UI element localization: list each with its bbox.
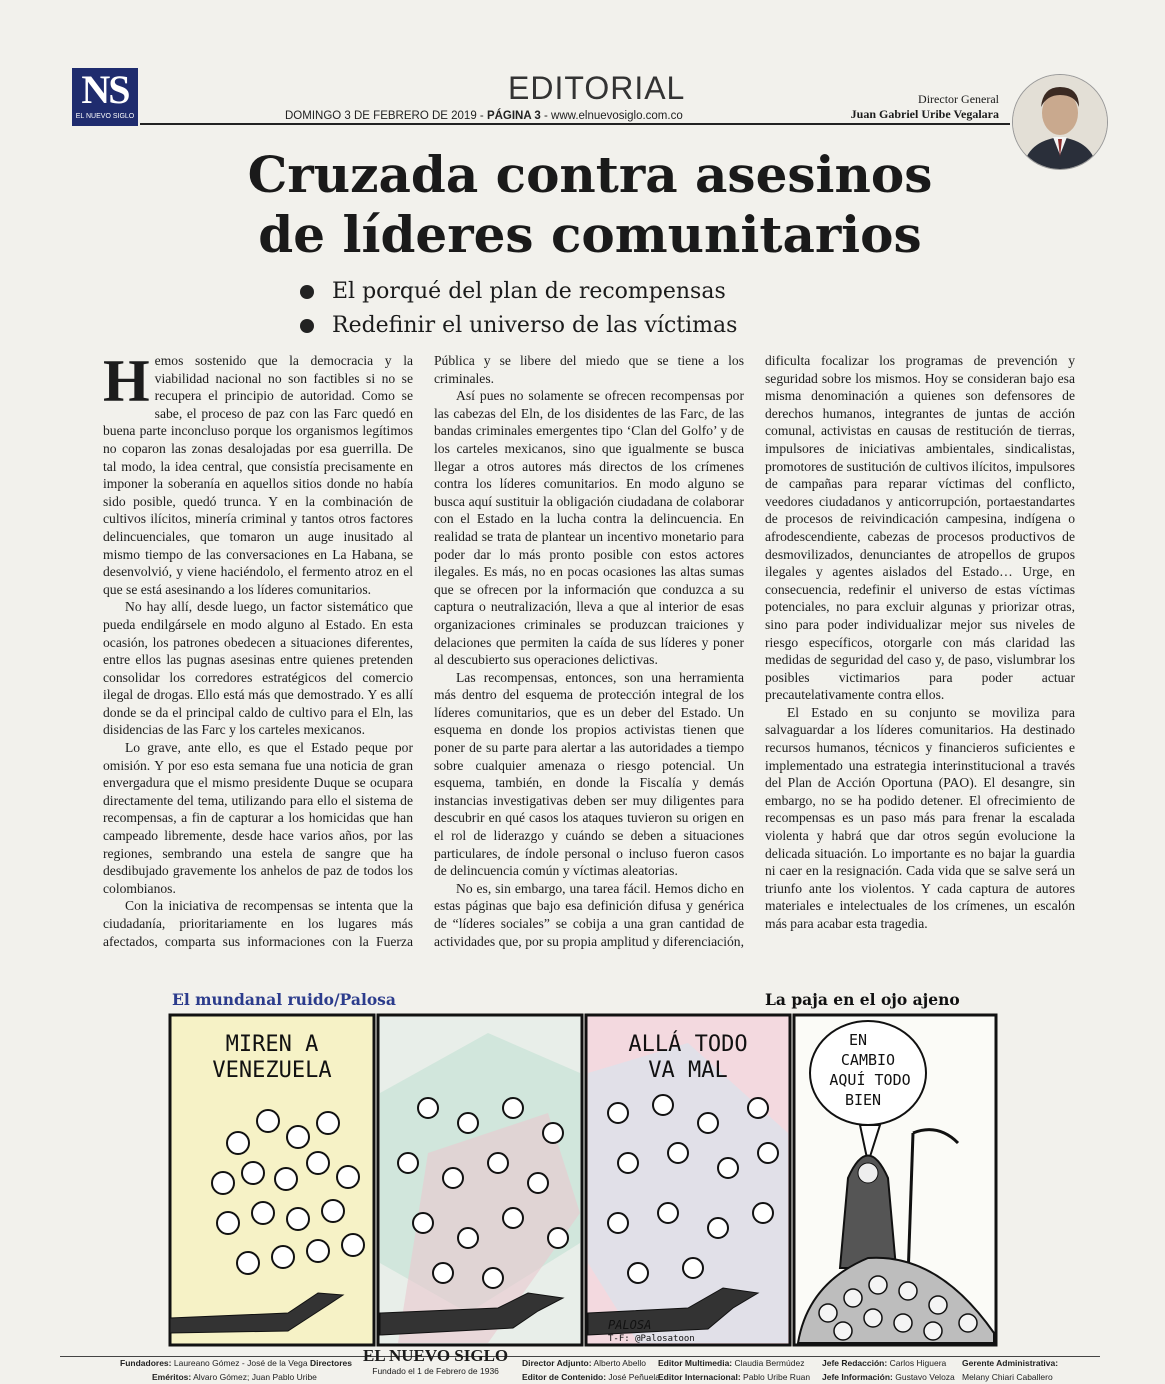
admin-label: Gerente Administrativa:: [962, 1358, 1059, 1368]
paragraph: No hay allí, desde luego, un factor sistemático que pueda endilgársele en modo alguno al Estado. En esta ocasión, los patrones obedecen a situaciones diferentes, entre ellos las pugnas asesinas entre quienes pretenden consolidar los corredores estratégicos del comercio ilegal de drogas. Ello está más que demostrado. Y es allí donde se da el principal caldo de cultivo para el Eln, las disidencias de las Farc y los carteles mexicanos.: [103, 599, 413, 738]
bullet-item: [300, 309, 737, 343]
bullet-dot-icon: [300, 285, 314, 299]
drop-cap: H: [103, 348, 150, 414]
emeritus: Alvaro Gómez; Juan Pablo Uribe: [193, 1372, 317, 1382]
director-role: Director General: [918, 92, 999, 106]
paragraph: No es, sin embargo, una tarea fácil. Hemos dicho en estas páginas que bajo esa definición difusa y genérica de “líderes sociales” se cobija a una gran cantidad de actividades que, por su propia amplitud y diferenciación, dificulta focalizar los programas de prevención y seguridad sobre los mismos. Hoy se consideran bajo esa misma denominación a quienes son defensores de derechos humanos, integrantes de juntas de acción comunal, activistas en causas de restitución de tierras, impulsores de iniciativas ambientales, sindicalistas, promotores de sustitución de cultivos ilícitos, impulsores de campañas para reparar víctimas del conflicto, veedores ciudadanos y anticorrupción, portaestandartes de procesos de reivindicación campesina, indígena o afrodescendiente, cabezas de procesos productivos de desmovilizados, denunciantes de atropellos de grupos ilegales y agentes aislados del Estado… Urge, en consecuencia, redefinir el universo de estas víctimas potenciales, no para excluir algunas y priorizar otras, sino para poder individualizar mejor sus niveles de riesgo específicos, otorgarle con más claridad las medidas de seguridad del caso y, de paso, vislumbrar los posibles victimarios para poder actuar precautelativamente contra ellos.: [434, 353, 1075, 949]
adj-label: Director Adjunto:: [522, 1358, 592, 1368]
dateline: [285, 110, 683, 122]
director-credit: [851, 92, 999, 122]
website-text: - www.elnuevosiglo.com.co: [540, 110, 683, 122]
section-label: EDITORIAL: [508, 70, 686, 106]
panel-3-caption-2: VA MAL: [648, 1058, 728, 1083]
logo-text: EL NUEVO SIGLO: [75, 113, 135, 120]
admin: Melany Chiari Caballero: [962, 1372, 1053, 1382]
directors-label: Directores: [309, 1358, 353, 1368]
bullet-text: Redefinir el universo de las víctimas: [332, 313, 738, 338]
paragraph: El Estado en su conjunto se moviliza para salvaguardar a los líderes comunitarios. Ha destinado recursos humanos, técnicos y financieros suficientes e implementado una estrategia interinstitucional a través del Plan de Acción Oportuna (PAO). El desangre, sin embargo, no se ha podido detener. El ofrecimiento de recompensas es un paso más para frenar la escalada violenta y habrá que dar otros según evolucione la delicada situación. Lo importante es no bajar la guardia ni caer en la resignación. Cada vida que se salve será un triunfo ante los violentos. Y cada captura de autores materiales e intelectuales de los crímenes, un escalón más para acabar esta tragedia.: [765, 704, 1075, 931]
paragraph: Así pues no solamente se ofrecen recompensas por las cabezas del Eln, de los disidentes de las Farc, de las bandas criminales emergentes tipo ‘Clan del Golfo’ y de los carteles mexicanos, sino que igualmente se busca llegar a otros autores más directos de los crímenes contra los líderes comunitarios. En modo alguno se busca aquí sustituir la obligación ciudadana de colaborar con el Estado en la lucha contra la delincuencia. En realidad se trata de plantear un incentivo monetario para poder dar lo más pronto posible con estos actores ilegales. Es más, no en pocas ocasiones las altas sumas que se ofrecen por la información que conduzca a su captura o neutralización, lleva a que al interior de esas organizaciones criminales se produzcan traiciones y delaciones que permiten la caída de sus líderes y poner al descubierto sus operaciones delictivas.: [434, 388, 744, 668]
multi-label: Editor Multimedia:: [658, 1358, 733, 1368]
headline-line-2: de líderes comunitarios: [258, 205, 922, 264]
info-label: Jefe Información:: [822, 1372, 893, 1382]
panel-1-caption-2: VENEZUELA: [212, 1058, 332, 1083]
bubble-line-1: EN: [848, 1031, 868, 1049]
info: Gustavo Veloza: [895, 1372, 955, 1382]
multi: Claudia Bermúdez: [734, 1358, 805, 1368]
footer-editors-2: [658, 1356, 810, 1384]
cartoonist-handle: T-F: @Palosatoon: [608, 1334, 695, 1344]
cartoon-title-right: La paja en el ojo ajeno: [765, 990, 960, 1009]
cartoon-title-left: El mundanal ruido/Palosa: [172, 990, 396, 1009]
brand-name: EL NUEVO SIGLO: [363, 1346, 509, 1365]
headline-line-1: Cruzada contra asesinos: [247, 145, 933, 204]
paragraph-text: emos sostenido que la democracia y la viabilidad nacional no son factibles si no se recupera el principio de autoridad. Como se sabe, el proceso de paz con las Farc quedó en buena parte inconcluso porque los organismos legítimos no coparon las zonas desalojadas por esa guerrilla. De tal modo, la idea central, que consistía precisamente en imponer la soberanía en aquellos sitios donde no había sido posible, quedó trunca. Y en la combinación de cultivos ilícitos, minería criminal y tantos otros factores delincuenciales, que tomaron un auge inusitado al mismo tiempo de las conversaciones en La Habana, se desenvolvió, y viene haciéndolo, el fermento atroz en el que se está asesinando a los líderes comunitarios.: [103, 353, 413, 597]
newspaper-logo: [72, 68, 138, 126]
page-number: PÁGINA 3: [486, 110, 541, 122]
adj: Alberto Abello: [593, 1358, 646, 1368]
cartoon-strip: [168, 1013, 998, 1348]
header-rule: [140, 123, 1010, 125]
footer-admin: [962, 1356, 1058, 1384]
paragraph: [103, 348, 413, 598]
bullet-dot-icon: [300, 319, 314, 333]
logo-letters: NS: [81, 67, 129, 112]
panel-1-caption-1: MIREN A: [225, 1032, 319, 1057]
red: Carlos Higuera: [889, 1358, 947, 1368]
bullet-item: [300, 275, 737, 309]
summary-bullets: [300, 275, 737, 343]
founded-date: Fundado el 1 de Febrero de 1936: [372, 1366, 499, 1376]
intl: Pablo Uribe Ruan: [743, 1372, 811, 1382]
paragraph: Las recompensas, entonces, son una herramienta más dentro del esquema de protección integral de los líderes comunitarios, que es un deber del Estado. Un esquema en donde los propios activistas tienen que poner de su parte para alertar a las autoridades a tiempo sobre cualquier amenaza o riesgo potencial. Un esquema, también, en donde la Fiscalía y demás instancias investigativas deben ser muy diligentes para descubrir en qué casos los ataques tuvieron su origen en el rol de liderazgo y cuándo se deben a situaciones particulares, de índole personal o incluso fueron casos de delincuencia común y víctimas aleatorias.: [434, 669, 744, 879]
bubble-line-2: CAMBIO: [840, 1051, 896, 1069]
bubble-line-4: BIEN: [844, 1091, 882, 1109]
paragraph: Con la iniciativa de recompensas se intenta que la ciudadanía, prioritariamente en los lugares más afectados, comparta sus informaciones con la Fuerza Pública y se libere del miedo que se tiene a los criminales.: [103, 353, 744, 949]
red-label: Jefe Redacción:: [822, 1358, 888, 1368]
footer-founders: [120, 1356, 352, 1384]
footer-brand: [363, 1346, 508, 1376]
founders-label: Fundadores:: [120, 1358, 172, 1368]
bubble-line-3: AQUÍ TODO: [829, 1071, 911, 1089]
footer-editors-3: [822, 1356, 955, 1384]
founders: Laureano Gómez - José de la Vega: [173, 1358, 308, 1368]
content-label: Editor de Contenido:: [522, 1372, 607, 1382]
director-name: Juan Gabriel Uribe Vegalara: [850, 107, 999, 121]
article-body: [103, 348, 1075, 964]
emeritus-label: Eméritos:: [152, 1372, 192, 1382]
content: José Peñuela: [608, 1372, 660, 1382]
footer-editors-1: [522, 1356, 660, 1384]
cartoonist-signature: PALOSA: [608, 1318, 652, 1332]
headline: [60, 145, 1120, 265]
date-text: DOMINGO 3 DE FEBRERO DE 2019 -: [285, 110, 487, 122]
panel-3-caption-1: ALLÁ TODO: [628, 1032, 748, 1057]
bullet-text: El porqué del plan de recompensas: [332, 279, 726, 304]
intl-label: Editor Internacional:: [658, 1372, 741, 1382]
paragraph: Lo grave, ante ello, es que el Estado peque por omisión. Y por eso esta semana fue una noticia de gran envergadura que el mismo presidente Duque se ocupara directamente del tema, utilizando para ello el sistema de recompensas, a fin de capturar a los homicidas que han campeado libremente, desde hace varios años, por las regiones, sembrando una estela de sangre que ha desdibujado gravemente los anhelos de paz de todos los colombianos.: [103, 740, 413, 896]
